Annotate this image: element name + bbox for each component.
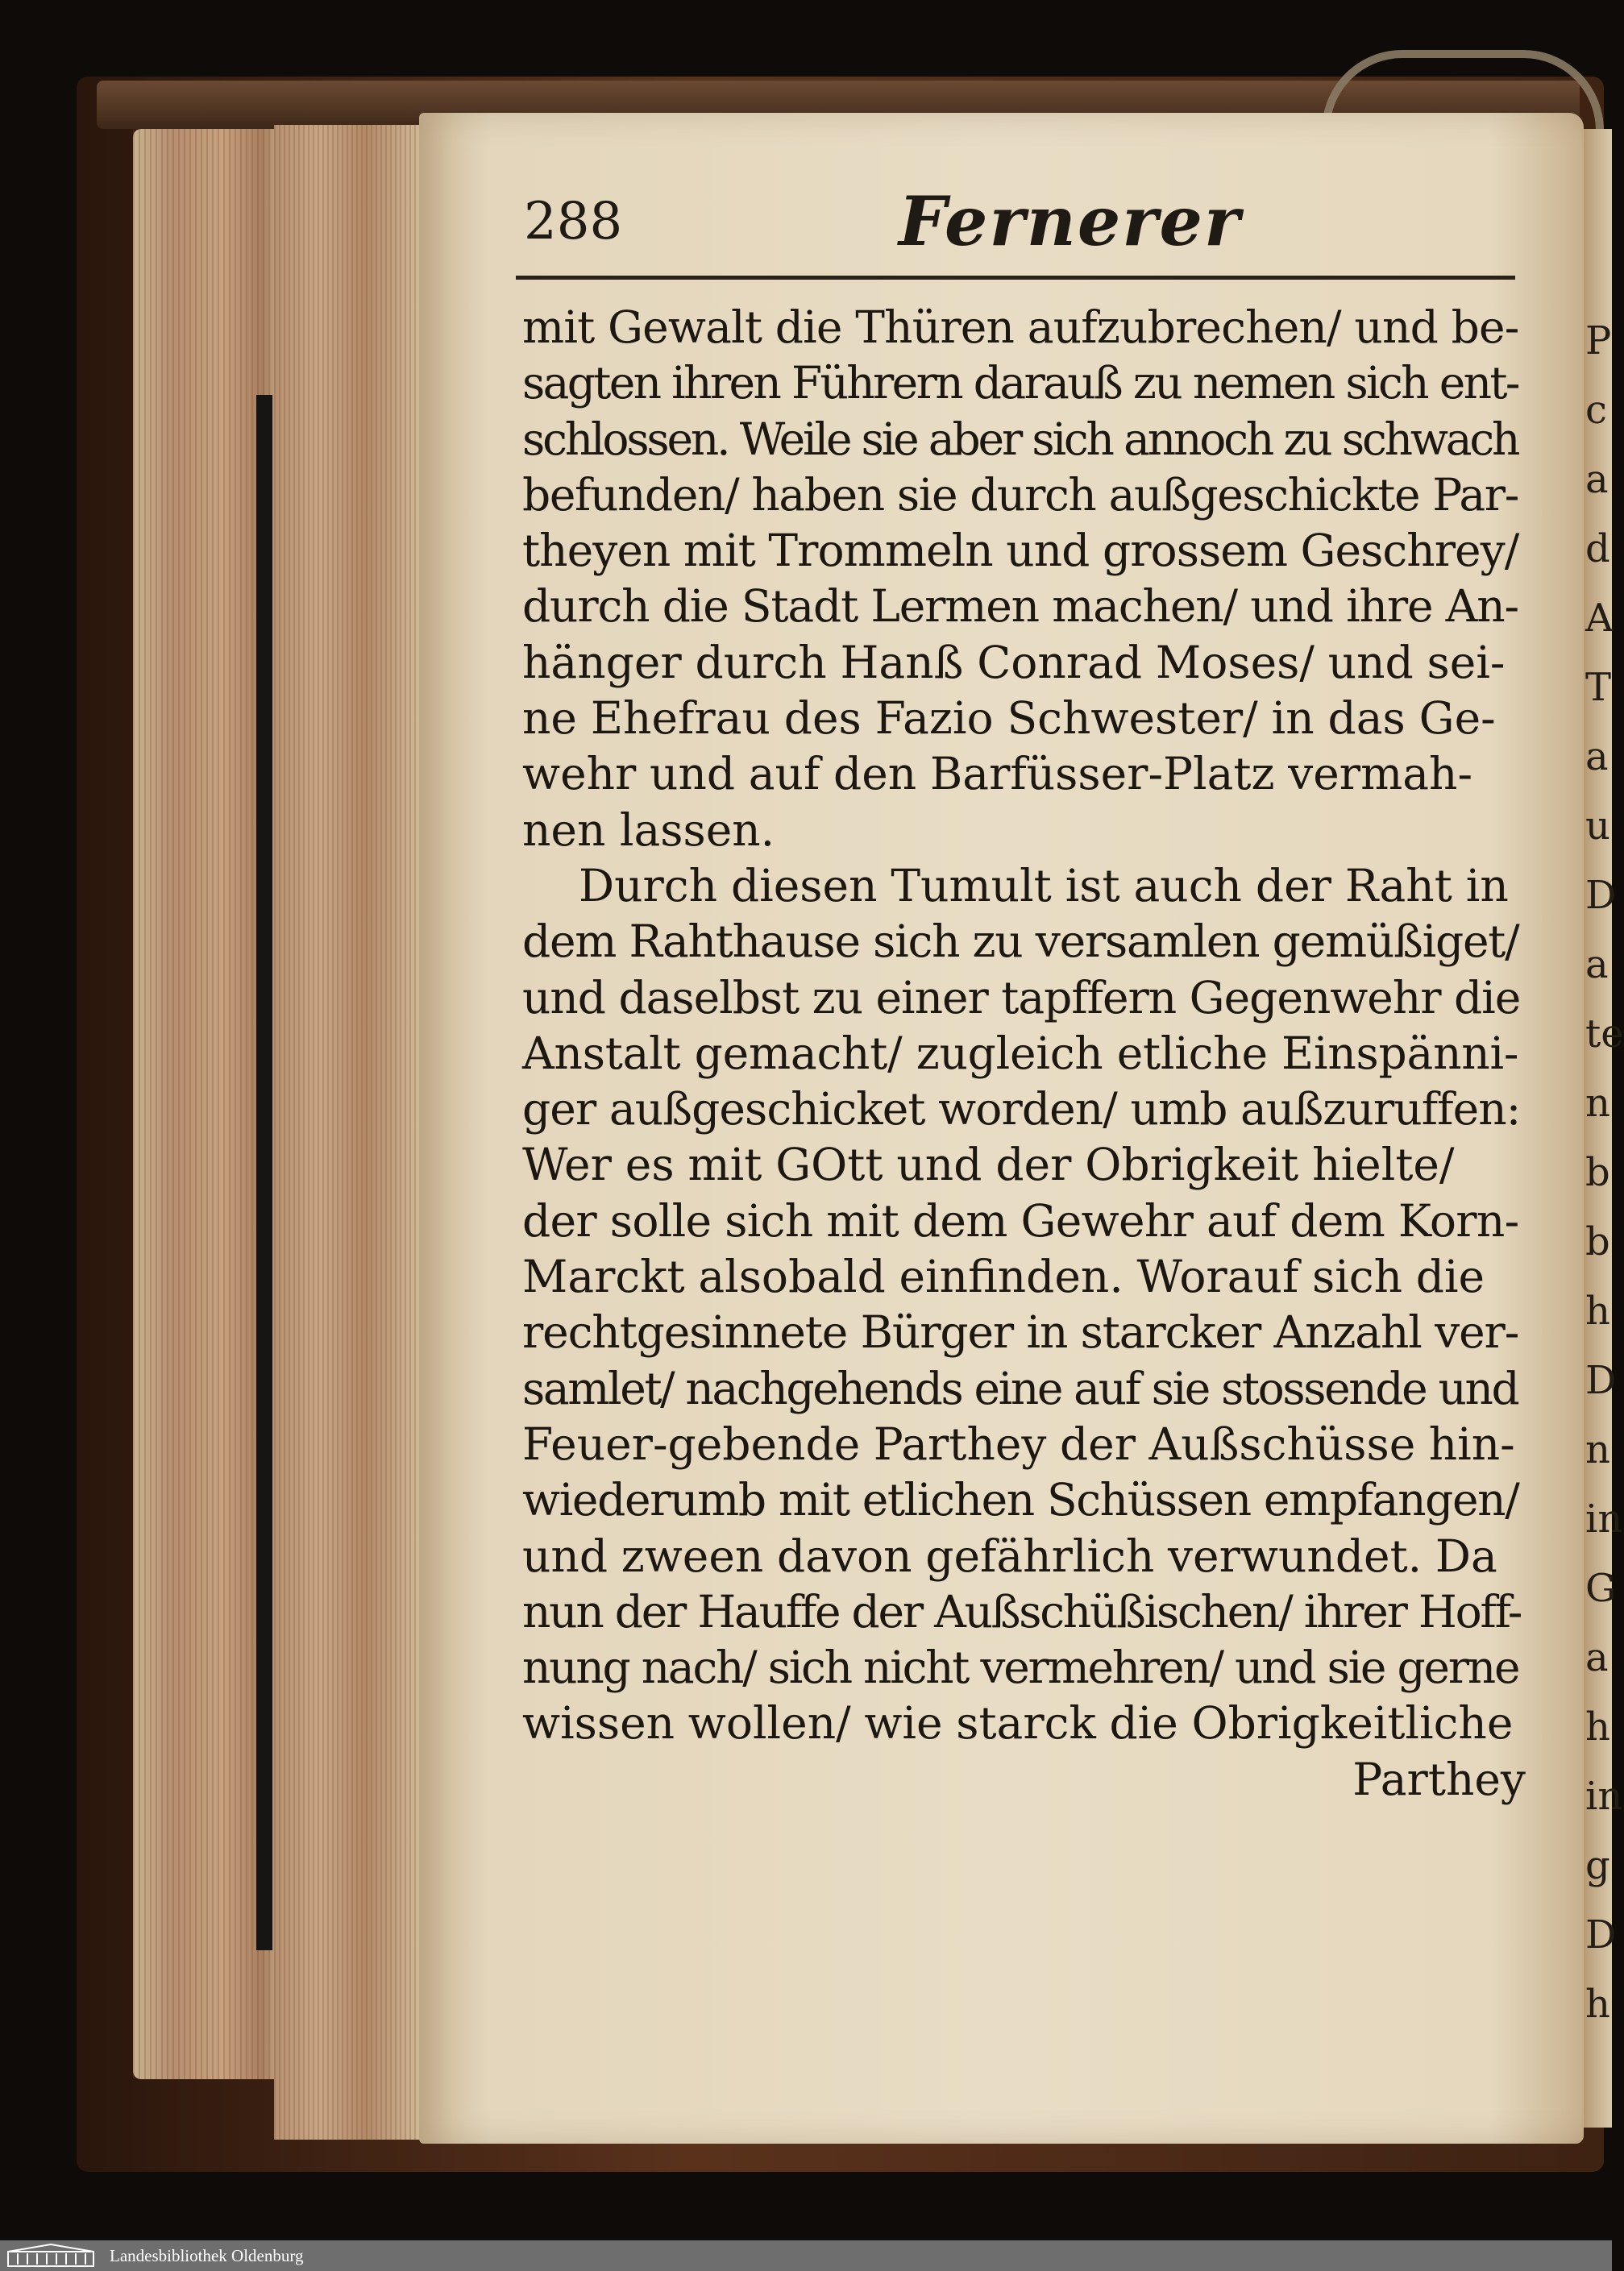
text-line: nung nach/ sich nicht vermehren/ und sie gerne <box>522 1642 1519 1694</box>
text-line: nen lassen. <box>522 803 775 856</box>
facing-page-letter: a <box>1585 734 1609 779</box>
text-line: wiederumb mit etlichen Schüssen empfangen/ <box>522 1474 1519 1526</box>
facing-page-letter: n <box>1585 1081 1610 1126</box>
facing-page-letter: b <box>1585 1219 1610 1264</box>
text-line: wehr und auf den Barfüsser-Platz vermah- <box>522 748 1473 800</box>
running-title: Fernerer <box>899 181 1242 261</box>
facing-page-letter: a <box>1585 942 1609 987</box>
text-line: schlossen. Weile sie aber sich annoch zu schwach <box>522 413 1518 465</box>
footer-bar <box>0 2240 1612 2271</box>
library-building-icon <box>6 2244 95 2268</box>
facing-page-letter: in <box>1585 1774 1623 1819</box>
facing-page-letter: u <box>1585 803 1610 849</box>
text-line: theyen mit Trommeln und grossem Geschrey/ <box>522 525 1519 577</box>
text-line: rechtgesinnete Bürger in starcker Anzahl ver- <box>522 1306 1519 1359</box>
library-name: Landesbibliothek Oldenburg <box>110 2246 304 2265</box>
facing-page-letter: h <box>1585 1289 1610 1334</box>
facing-page-letter: te <box>1585 1011 1624 1057</box>
facing-page-letter: T <box>1585 665 1612 710</box>
text-line: wissen wollen/ wie starck die Obrigkeitliche <box>522 1697 1514 1750</box>
page-text <box>522 300 1526 1808</box>
text-line: nun der Hauffe der Außschüßischen/ ihrer Hoff- <box>522 1585 1522 1638</box>
text-line: sagten ihren Führern darauß zu nemen sich ent- <box>522 357 1518 409</box>
facing-page-letter: a <box>1585 1635 1609 1680</box>
text-line: der solle sich mit dem Gewehr auf dem Korn- <box>522 1194 1519 1247</box>
page-stack <box>274 125 427 2140</box>
text-line: Durch diesen Tumult ist auch der Raht in <box>579 859 1509 911</box>
facing-page-letter: h <box>1585 1704 1610 1750</box>
facing-page-letter: n <box>1585 1427 1610 1472</box>
text-line: hänger durch Hanß Conrad Moses/ und sei- <box>522 636 1506 688</box>
facing-page-letter: h <box>1585 1982 1610 2027</box>
facing-page-letter: A <box>1585 596 1614 641</box>
facing-page-letter: D <box>1585 1912 1617 1958</box>
text-line: Wer es mit GOtt und der Obrigkeit hielte/ <box>522 1139 1455 1191</box>
page-number: 288 <box>524 192 623 251</box>
text-line: Anstalt gemacht/ zugleich etliche Einspänni- <box>522 1027 1519 1079</box>
text-line: befunden/ haben sie durch außgeschickte Par- <box>522 468 1518 521</box>
text-line: Feuer-gebende Parthey der Außschüsse hin- <box>522 1418 1515 1470</box>
edge-dark-band <box>256 395 272 1950</box>
facing-page-letter: a <box>1585 457 1609 502</box>
text-line: samlet/ nachgehends eine auf sie stossende und <box>522 1362 1518 1414</box>
header-rule <box>516 276 1515 280</box>
facing-page-letter: b <box>1585 1150 1610 1195</box>
facing-page-letter: D <box>1585 873 1617 918</box>
text-line: und daselbst zu einer tapffern Gegenwehr die <box>522 971 1521 1023</box>
facing-page-letter: in <box>1585 1497 1623 1542</box>
facing-page-letter: d <box>1585 526 1610 571</box>
facing-page-letters <box>1585 306 1624 2039</box>
facing-page-letter: G <box>1585 1566 1617 1611</box>
text-line: Marckt alsobald einfinden. Worauf sich die <box>522 1251 1485 1303</box>
text-line: durch die Stadt Lermen machen/ und ihre An- <box>522 580 1518 633</box>
text-line: mit Gewalt die Thüren aufzubrechen/ und be- <box>522 301 1519 353</box>
text-line: Parthey <box>1352 1753 1526 1805</box>
facing-page-letter: g <box>1585 1843 1610 1888</box>
text-line: und zween davon gefährlich verwundet. Da <box>522 1530 1497 1582</box>
facing-page-letter: P <box>1585 318 1612 363</box>
facing-page-edge <box>1584 129 1624 2128</box>
text-line: ne Ehefrau des Fazio Schwester/ in das Ge- <box>522 692 1496 745</box>
text-line: dem Rahthause sich zu versamlen gemüßiget/ <box>522 915 1519 968</box>
facing-page-letter: c <box>1585 388 1607 433</box>
facing-page-letter: D <box>1585 1358 1617 1403</box>
text-line: ger außgeschicket worden/ umb außzuruffen: <box>522 1083 1521 1136</box>
